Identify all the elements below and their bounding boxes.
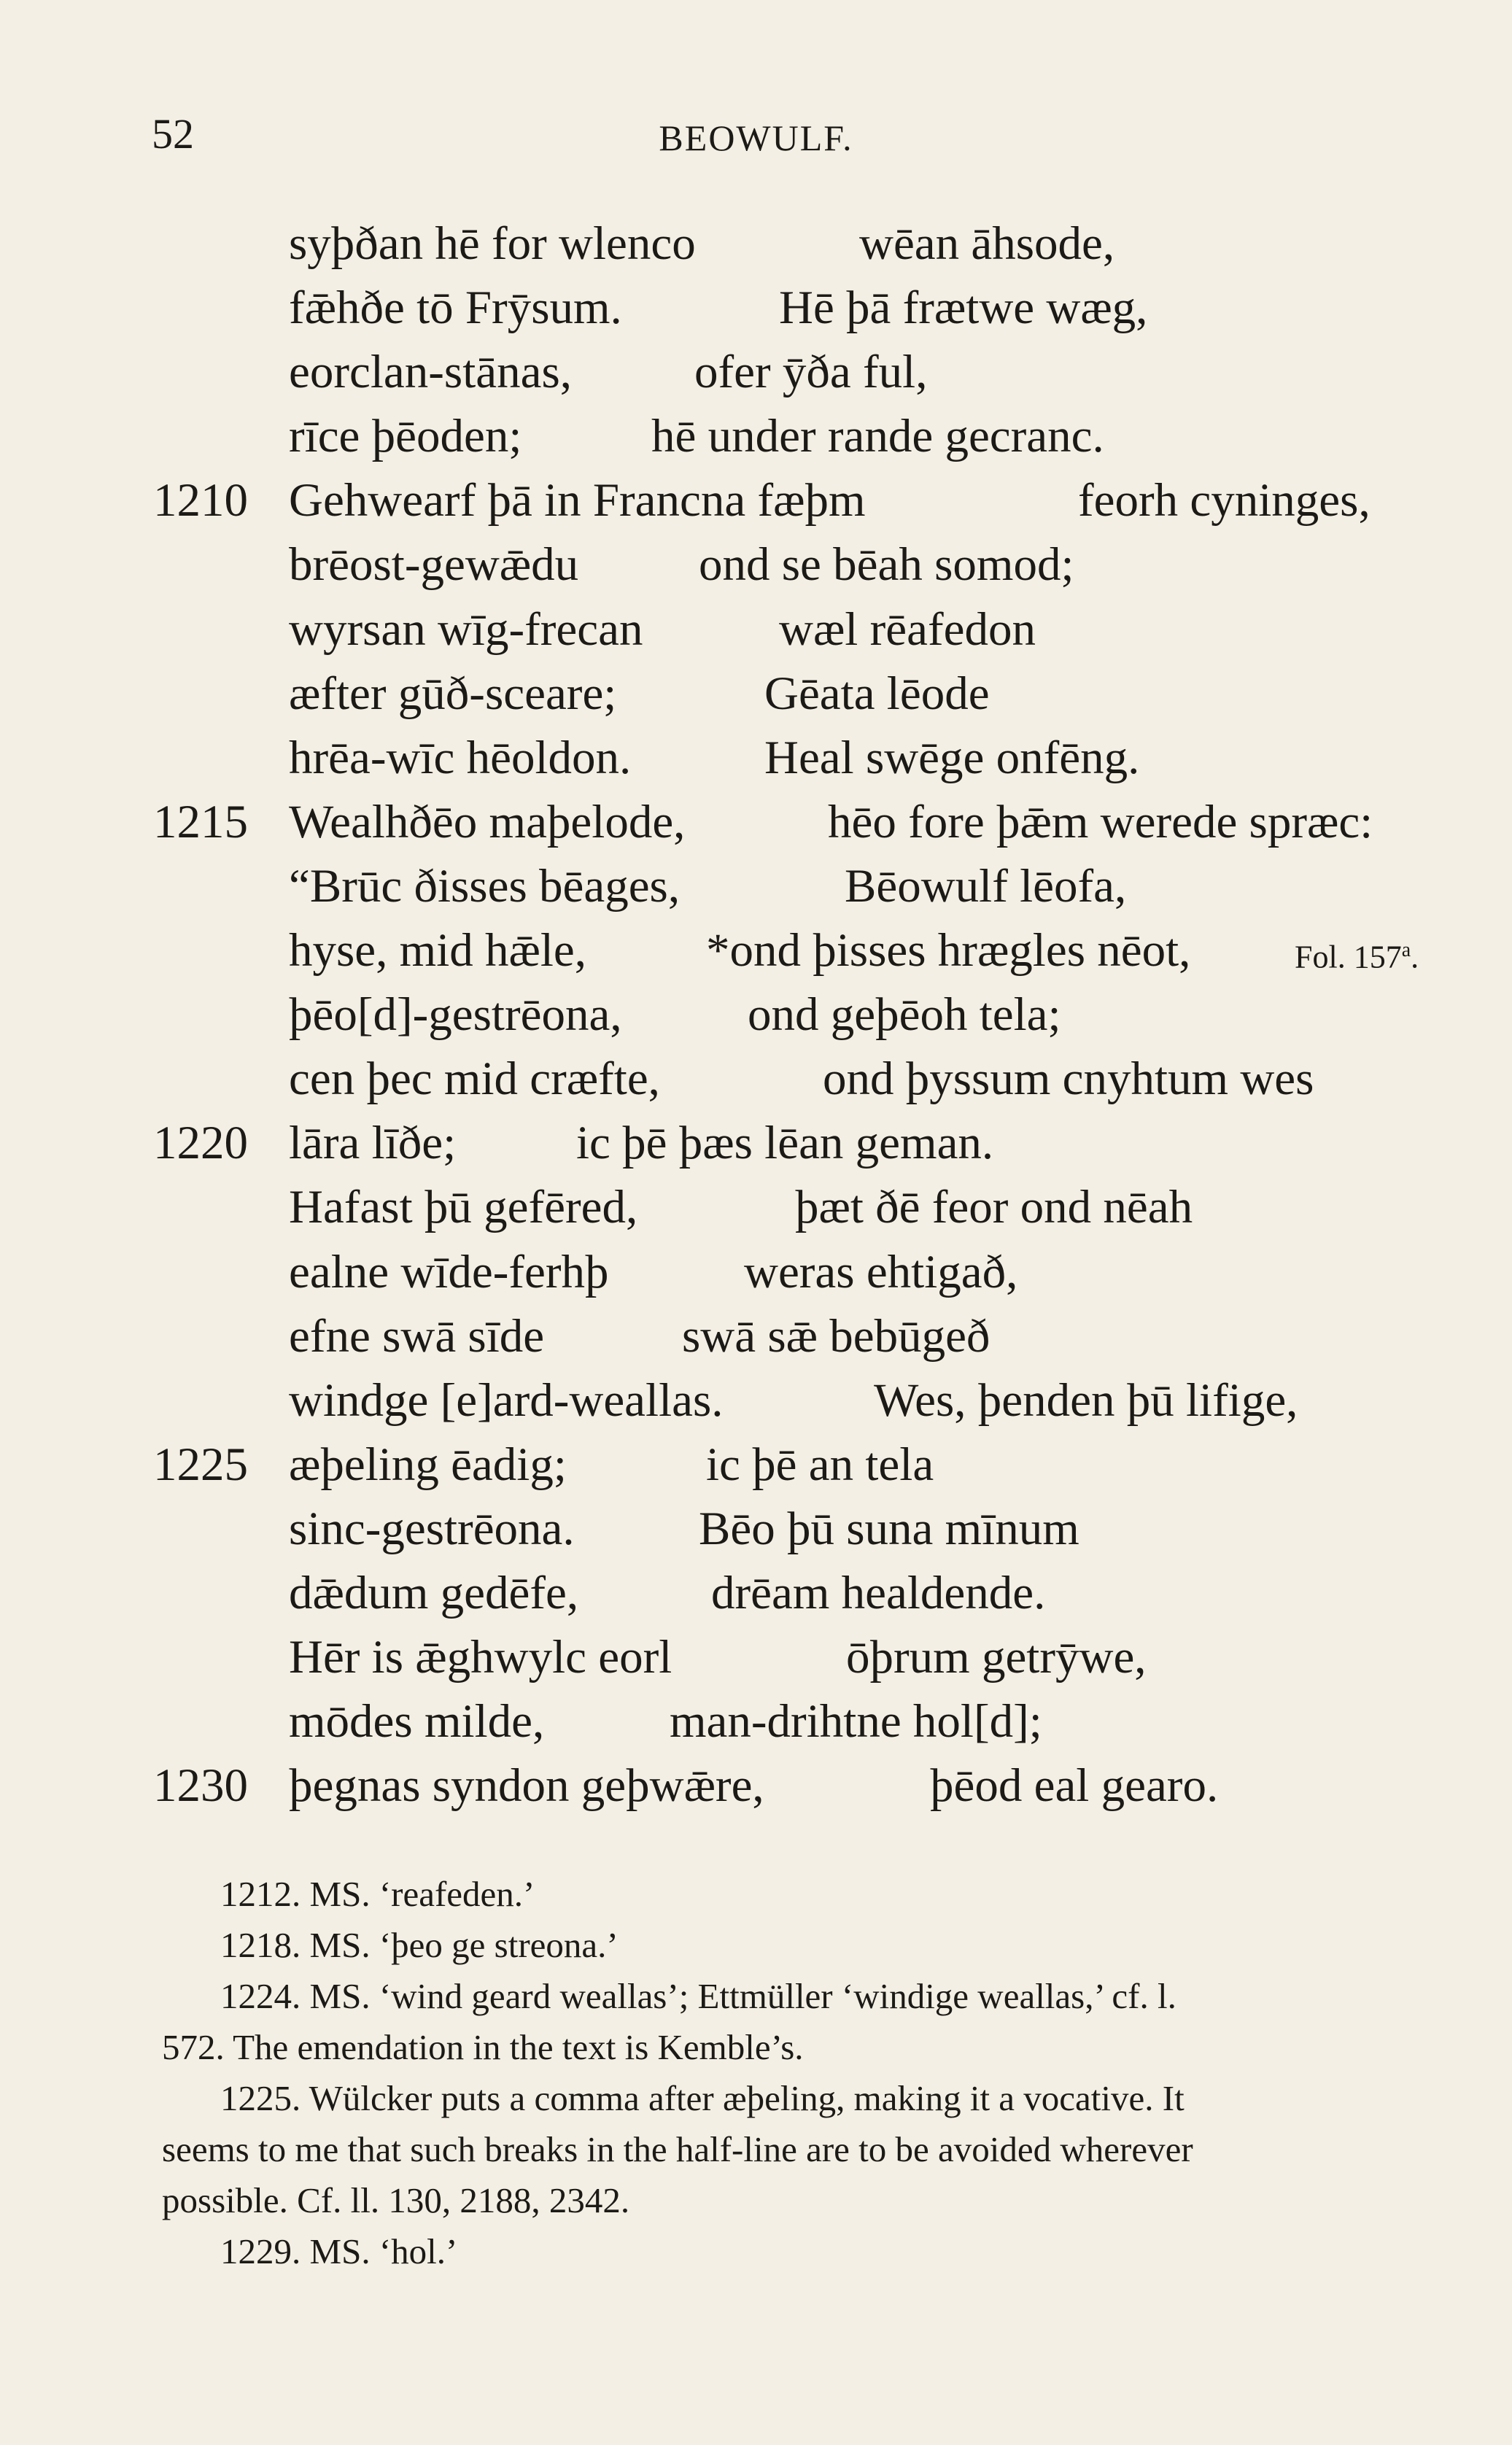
- second-half-line: Gēata lēode: [764, 667, 990, 720]
- first-half-line: wyrsan wīg-frecan: [289, 602, 643, 656]
- first-half-line: syþðan hē for wlenco: [289, 217, 696, 270]
- footnote-line: seems to me that such breaks in the half-line are to be avoided wherever: [162, 2129, 1193, 2169]
- first-half-line: brēost-gewǣdu: [289, 538, 579, 592]
- verse-line: [0, 790, 1512, 854]
- second-half-line: Bēo þū suna mīnum: [699, 1502, 1079, 1555]
- verse-line: [0, 1689, 1512, 1754]
- first-half-line: Gehwearf þā in Francna fæþm: [289, 474, 866, 527]
- running-title: BEOWULF.: [659, 117, 853, 158]
- second-half-line: man-drihtne hol[d];: [670, 1695, 1042, 1748]
- first-half-line: “Brūc ðisses bēages,: [289, 859, 681, 912]
- verse-line: [0, 726, 1512, 790]
- second-half-line: Hē þā frætwe wæg,: [779, 282, 1148, 335]
- verse-line: [0, 1111, 1512, 1175]
- first-half-line: mōdes milde,: [289, 1695, 545, 1748]
- second-half-line: ōþrum getrȳwe,: [846, 1631, 1147, 1684]
- first-half-line: eorclan-stānas,: [289, 346, 573, 399]
- verse-line: [0, 1433, 1512, 1497]
- verse-line: [0, 532, 1512, 597]
- footnote-line: 1224. MS. ‘wind geard weallas’; Ettmüller ‘windige weallas,’ cf. l.: [220, 1976, 1176, 2016]
- second-half-line: Wes, þenden þū lifige,: [874, 1373, 1298, 1427]
- second-half-line: weras ehtigað,: [744, 1245, 1018, 1298]
- footnote-line: 1212. MS. ‘reafeden.’: [220, 1874, 535, 1914]
- verse-line: [0, 854, 1512, 918]
- line-number: 1230: [153, 1759, 248, 1813]
- first-half-line: dǣdum gedēfe,: [289, 1566, 579, 1619]
- second-half-line: wēan āhsode,: [859, 217, 1115, 270]
- footnote-line: possible. Cf. ll. 130, 2188, 2342.: [162, 2180, 630, 2220]
- verse-line: [0, 918, 1512, 983]
- first-half-line: Hafast þū gefēred,: [289, 1181, 638, 1234]
- second-half-line: hēo fore þǣm werede spræc:: [828, 795, 1373, 848]
- second-half-line: ond geþēoh tela;: [748, 988, 1061, 1042]
- line-number: 1225: [153, 1438, 248, 1491]
- first-half-line: hrēa-wīc hēoldon.: [289, 731, 632, 784]
- second-half-line: ofer ȳða ful,: [694, 346, 928, 399]
- second-half-line: Heal swēge onfēng.: [764, 731, 1140, 784]
- first-half-line: lāra līðe;: [289, 1117, 457, 1170]
- verse-line: [0, 1175, 1512, 1239]
- second-half-line: þēod eal gearo.: [930, 1759, 1219, 1813]
- verse-line: [0, 212, 1512, 276]
- first-half-line: rīce þēoden;: [289, 410, 522, 463]
- line-number: 1215: [153, 795, 248, 848]
- verse-line: [0, 1047, 1512, 1111]
- first-half-line: sinc-gestrēona.: [289, 1502, 575, 1555]
- first-half-line: æfter gūð-sceare;: [289, 667, 617, 720]
- footnote-line: 572. The emendation in the text is Kemble’s.: [162, 2027, 804, 2067]
- first-half-line: þegnas syndon geþwǣre,: [289, 1759, 764, 1813]
- line-number: 1210: [153, 474, 248, 527]
- first-half-line: þēo[d]-gestrēona,: [289, 988, 622, 1042]
- verse-line: [0, 1625, 1512, 1689]
- verse-line: [0, 404, 1512, 468]
- first-half-line: Hēr is ǣghwylc eorl: [289, 1631, 672, 1684]
- first-half-line: æþeling ēadig;: [289, 1438, 567, 1491]
- verse-line: [0, 1561, 1512, 1625]
- verse-line: [0, 1304, 1512, 1368]
- second-half-line: ic þē an tela: [706, 1438, 934, 1491]
- first-half-line: hyse, mid hǣle,: [289, 924, 587, 977]
- second-half-line: swā sǣ bebūgeð: [682, 1309, 990, 1363]
- first-half-line: windge [e]ard-weallas.: [289, 1373, 724, 1427]
- verse-line: [0, 1754, 1512, 1818]
- second-half-line: þæt ðē feor ond nēah: [795, 1181, 1193, 1234]
- first-half-line: ealne wīde-ferhþ: [289, 1245, 609, 1298]
- folio-marker: Fol. 157$^a$.: [1295, 939, 1419, 975]
- footnote-line: 1218. MS. ‘þeo ge streona.’: [220, 1925, 619, 1965]
- second-half-line: feorh cyninges,: [1078, 474, 1371, 527]
- second-half-line: drēam healdende.: [711, 1566, 1046, 1619]
- verse-line: [0, 1497, 1512, 1561]
- second-half-line: ond þyssum cnyhtum wes: [823, 1053, 1314, 1106]
- first-half-line: Wealhðēo maþelode,: [289, 795, 686, 848]
- verse-line: [0, 276, 1512, 340]
- verse-block: [0, 212, 1512, 1818]
- verse-line: [0, 468, 1512, 532]
- second-half-line: ond se bēah somod;: [699, 538, 1074, 592]
- first-half-line: fǣhðe tō Frȳsum.: [289, 282, 622, 335]
- second-half-line: hē under rande gecranc.: [651, 410, 1104, 463]
- second-half-line: Bēowulf lēofa,: [845, 859, 1127, 912]
- second-half-line: wæl rēafedon: [779, 602, 1036, 656]
- verse-line: [0, 662, 1512, 726]
- footnote-line: 1225. Wülcker puts a comma after æþeling, making it a vocative. It: [220, 2078, 1185, 2118]
- second-half-line: *ond þisses hrægles nēot,: [706, 924, 1191, 977]
- line-number: 1220: [153, 1117, 248, 1170]
- second-half-line: ic þē þæs lēan geman.: [576, 1117, 994, 1170]
- first-half-line: cen þec mid cræfte,: [289, 1053, 660, 1106]
- verse-line: [0, 597, 1512, 662]
- verse-line: [0, 1368, 1512, 1433]
- verse-line: [0, 983, 1512, 1047]
- page-number: 52: [152, 110, 194, 158]
- footnote-line: 1229. MS. ‘hol.’: [220, 2231, 458, 2271]
- first-half-line: efne swā sīde: [289, 1309, 545, 1363]
- footnotes: [162, 1869, 1471, 2277]
- verse-line: [0, 340, 1512, 404]
- verse-line: [0, 1240, 1512, 1304]
